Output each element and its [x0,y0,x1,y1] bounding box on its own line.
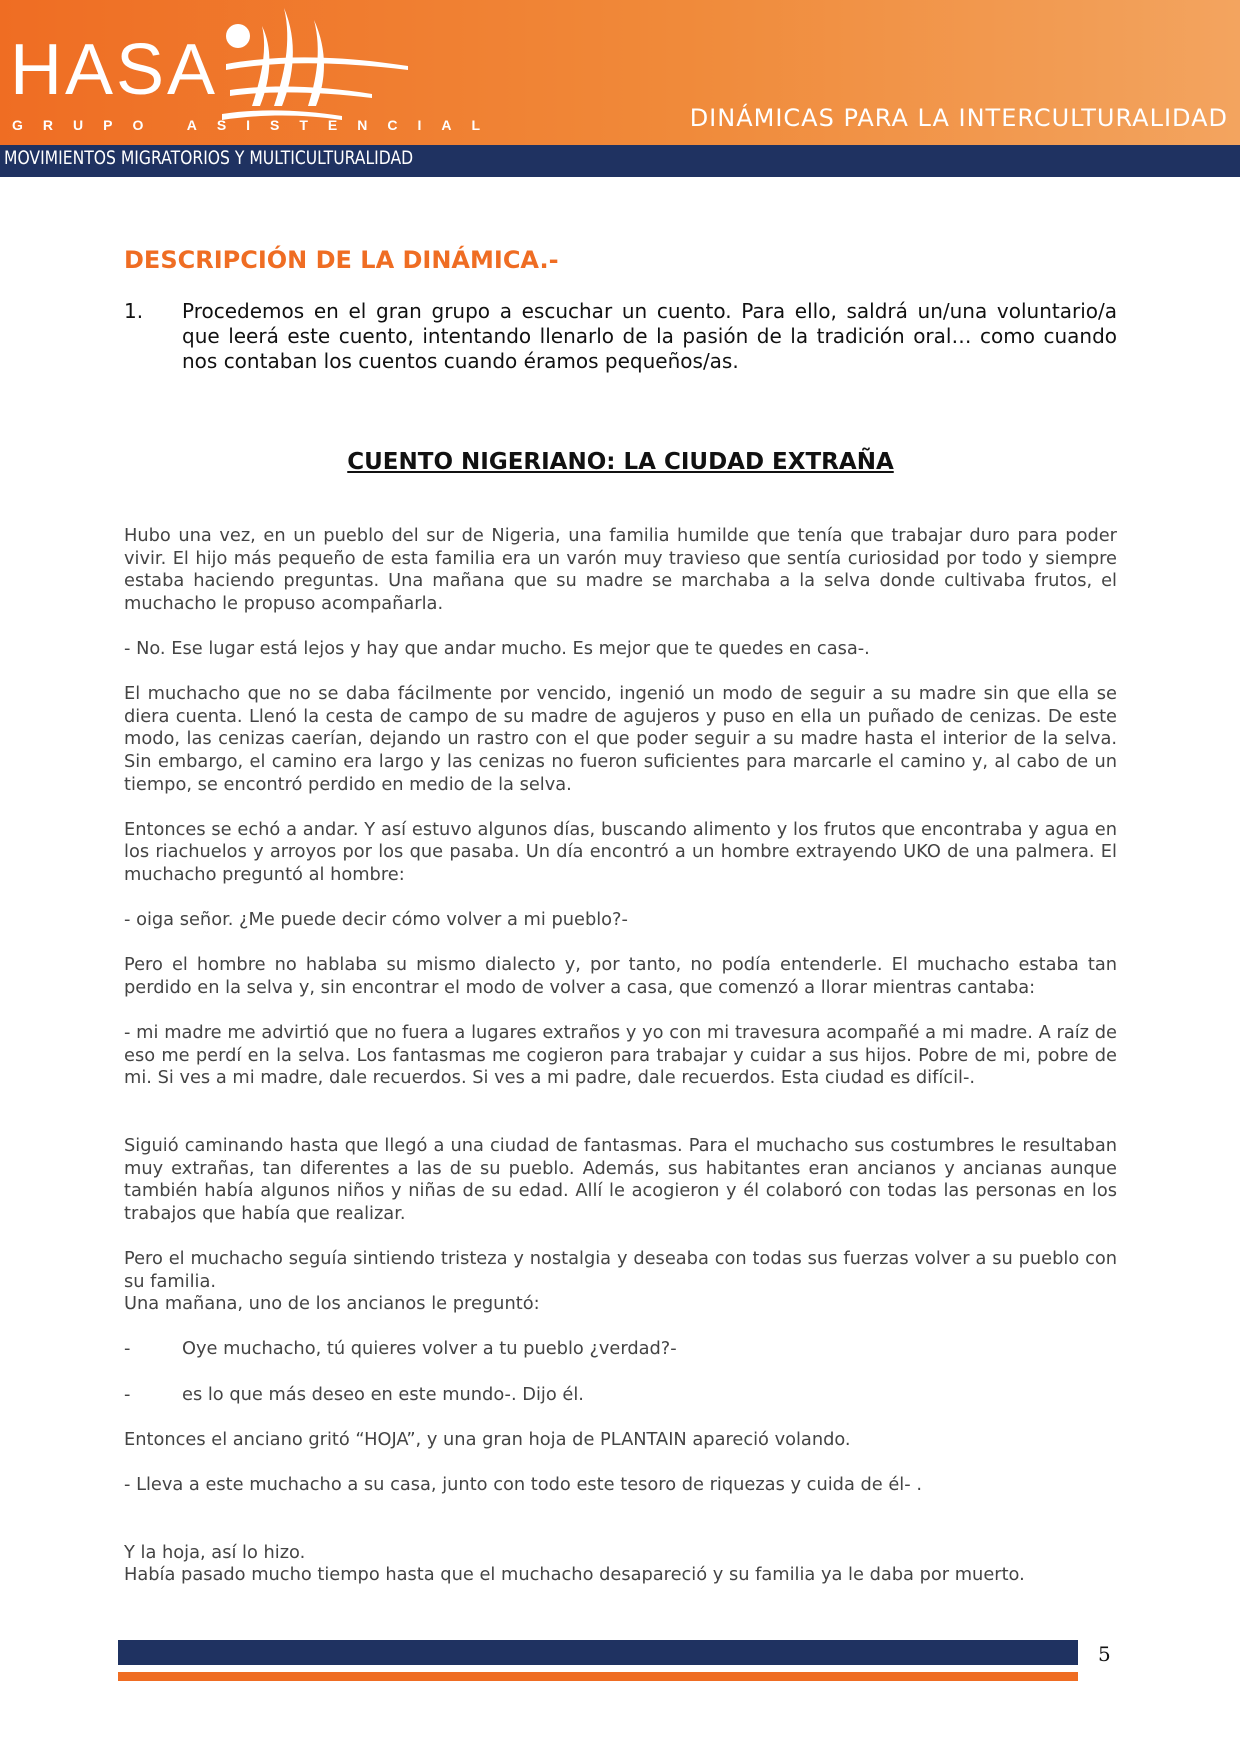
story-paragraph: - No. Ese lugar está lejos y hay que andar mucho. Es mejor que te quedes en casa-. [124,637,870,659]
story-title: CUENTO NIGERIANO: LA CIUDAD EXTRAÑA [347,449,894,475]
story-paragraph: - mi madre me advirtió que no fuera a lugares extraños y yo con mi travesura acompañé a mi madre. A raíz de eso me perdí en la selva. Los fantasmas me cogieron para trabajar y cuidar a sus hijos. Pobre de mi, pobre de mi. Si ves a mi madre, dale recuerdos. Si ves a mi padre, dale recuerdos. Esta ciudad es difícil-. [124,1022,1117,1089]
page-number: 5 [1098,1642,1111,1666]
item-number: 1. [124,299,144,323]
spacer [124,1112,1117,1135]
sailboats-logo-icon [222,6,412,124]
story-paragraph: Había pasado mucho tiempo hasta que el muchacho desapareció y su familia ya le daba por muerto. [124,1564,1025,1586]
story-paragraph: El muchacho que no se daba fácilmente por vencido, ingenió un modo de seguir a su madre sin que ella se diera cuenta. Llenó la cesta de campo de su madre de agujeros y puso en ella un puñado de cenizas. De este modo, las cenizas caerían, dejando un rastro con el que poder seguir a su madre hasta el interior de la selva. Sin embargo, el camino era largo y las cenizas no fueron suficientes para marcarle el camino y, al cabo de un tiempo, se encontró perdido en medio de la selva. [124,683,1117,795]
story-paragraph: - oiga señor. ¿Me puede decir cómo volver a mi pueblo?- [124,909,628,931]
numbered-item [124,299,1117,374]
footer-orange-band [118,1672,1078,1681]
dash-marker: - [124,1338,131,1360]
story-paragraph: Entonces el anciano gritó “HOJA”, y una gran hoja de PLANTAIN apareció volando. [124,1428,851,1450]
story-paragraph: Y la hoja, así lo hizo. [124,1541,306,1563]
subheader-title: MOVIMIENTOS MIGRATORIOS Y MULTICULTURALIDAD [4,147,414,169]
footer-navy-band [118,1640,1078,1665]
logo-subtitle: GRUPO ASISTENCIAL [12,117,501,133]
story-paragraph: Una mañana, uno de los ancianos le preguntó: [124,1293,540,1315]
dialogue-item [124,1338,1117,1361]
story-paragraph: - Lleva a este muchacho a su casa, junto con todo este tesoro de riquezas y cuida de él- . [124,1473,922,1495]
page-header [0,0,1240,145]
story-paragraph: Hubo una vez, en un pueblo del sur de Nigeria, una familia humilde que tenía que trabajar duro para poder vivir. El hijo más pequeño de esta familia era un varón muy travieso que sentía curiosidad por todo y siempre estaba haciendo preguntas. Una mañana que su madre se marchaba a la selva donde cultivaba frutos, el muchacho le propuso acompañarla. [124,525,1117,614]
spacer [124,1519,1117,1542]
subheader-bar [0,145,1240,177]
logo-text: HASA [10,30,219,110]
item-text: Procedemos en el gran grupo a escuchar un cuento. Para ello, saldrá un/una voluntario/a que leerá este cuento, intentando llenarlo de la pasión de la tradición oral… como cuando nos contaban los cuentos cuando éramos pequeños/as. [182,299,1117,373]
main-content [124,245,1117,1586]
dialogue-text: es lo que más deseo en este mundo-. Dijo él. [182,1383,584,1405]
story-paragraph: Entonces se echó a andar. Y así estuvo algunos días, buscando alimento y los frutos que encontraba y agua en los riachuelos y arroyos por los que pasaba. Un día encontró a un hombre extrayendo UKO de una palmera. El muchacho preguntó al hombre: [124,818,1117,885]
story-paragraph: Pero el muchacho seguía sintiendo tristeza y nostalgia y deseaba con todas sus fuerzas volver a su pueblo con su familia. [124,1248,1117,1292]
dialogue-text: Oye muchacho, tú quieres volver a tu pueblo ¿verdad?- [182,1338,677,1360]
dash-marker: - [124,1383,131,1405]
document-series-title: DINÁMICAS PARA LA INTERCULTURALIDAD [689,104,1228,132]
story-paragraph: Pero el hombre no hablaba su mismo dialecto y, por tanto, no podía entenderle. El muchacho estaba tan perdido en la selva y, sin encontrar el modo de volver a casa, que comenzó a llorar mientras cantaba: [124,954,1117,998]
section-heading: DESCRIPCIÓN DE LA DINÁMICA.- [124,246,559,274]
story-body [124,525,1117,1610]
story-paragraph: Siguió caminando hasta que llegó a una ciudad de fantasmas. Para el muchacho sus costumbres le resultaban muy extrañas, tan diferentes a las de su pueblo. Además, sus habitantes eran ancianos y ancianas aunque también había algunos niños y niñas de su edad. Allí le acogieron y él colaboró con todas las personas en los trabajos que había que realizar. [124,1135,1117,1224]
dialogue-item [124,1384,1117,1407]
